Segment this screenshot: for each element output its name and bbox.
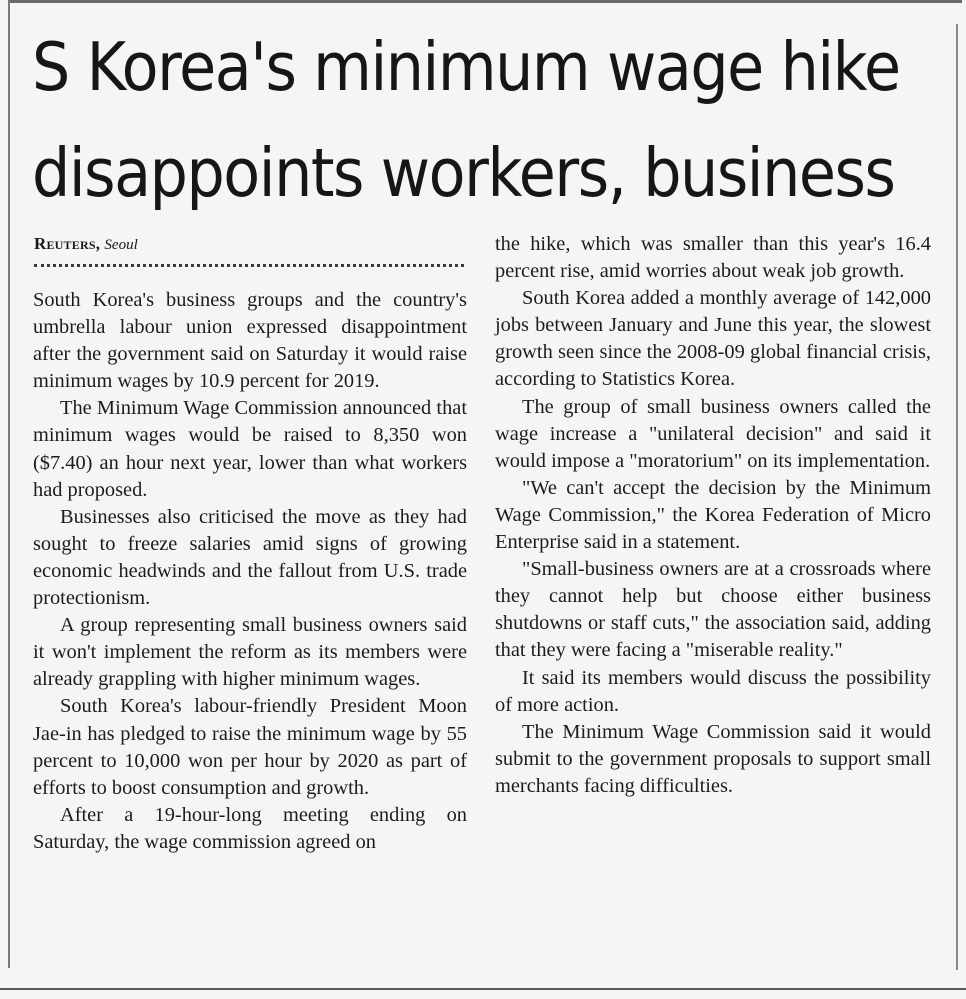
paragraph: "We can't accept the decision by the Minimum Wage Commission," the Korea Federation of Micro Enterprise said in a statement. xyxy=(495,476,931,554)
paragraph: A group representing small business owners said it won't implement the reform as its members were already grappling with higher minimum wages. xyxy=(33,614,467,691)
paragraph: South Korea's business groups and the country's umbrella labour union expressed disappointment after the government said on Saturday it would raise minimum wages by 10.9 percent for 2019. xyxy=(33,289,467,393)
headline xyxy=(32,14,900,226)
paragraph: The Minimum Wage Commission announced that minimum wages would be raised to 8,350 won ($7.40) an hour next year, lower than what workers had proposed. xyxy=(33,397,467,501)
bottom-rule xyxy=(0,988,966,990)
paragraph: South Korea added a monthly average of 142,000 jobs between January and June this year, the slowest growth seen since the 2008-09 global financial crisis, according to Statistics Korea. xyxy=(495,287,931,391)
paragraph: The group of small business owners called the wage increase a "unilateral decision" and said it would impose a "moratorium" on its implementation. xyxy=(495,395,931,472)
paragraph: The Minimum Wage Commission said it would submit to the government proposals to support small merchants facing difficulties. xyxy=(495,720,931,797)
paragraph: After a 19-hour-long meeting ending on Saturday, the wage commission agreed on xyxy=(33,803,467,853)
headline-line-2: disappoints workers, business xyxy=(32,134,895,212)
left-border xyxy=(8,0,10,968)
article-column-left xyxy=(33,287,467,856)
byline xyxy=(34,234,138,254)
right-border xyxy=(956,24,958,970)
top-rule xyxy=(8,0,962,3)
paragraph: the hike, which was smaller than this year's 16.4 percent rise, amid worries about weak job growth. xyxy=(495,233,931,283)
article-column-right xyxy=(495,231,931,800)
paragraph: "Small-business owners are at a crossroads where they cannot help but choose either business shutdowns or staff cuts," the association said, adding that they were facing a "miserable reality." xyxy=(495,558,931,662)
dotted-divider xyxy=(34,264,464,267)
byline-agency: Reuters, xyxy=(34,234,101,253)
paragraph: South Korea's labour-friendly President Moon Jae-in has pledged to raise the minimum wage by 55 percent to 10,000 won per hour by 2020 as part of efforts to boost consumption and growth. xyxy=(33,695,467,799)
headline-line-1: S Korea's minimum wage hike xyxy=(32,28,900,106)
paragraph: Businesses also criticised the move as they had sought to freeze salaries amid signs of growing economic headwinds and the fallout from U.S. trade protectionism. xyxy=(33,505,467,610)
byline-location: Seoul xyxy=(104,237,138,253)
paragraph: It said its members would discuss the possibility of more action. xyxy=(495,666,931,716)
